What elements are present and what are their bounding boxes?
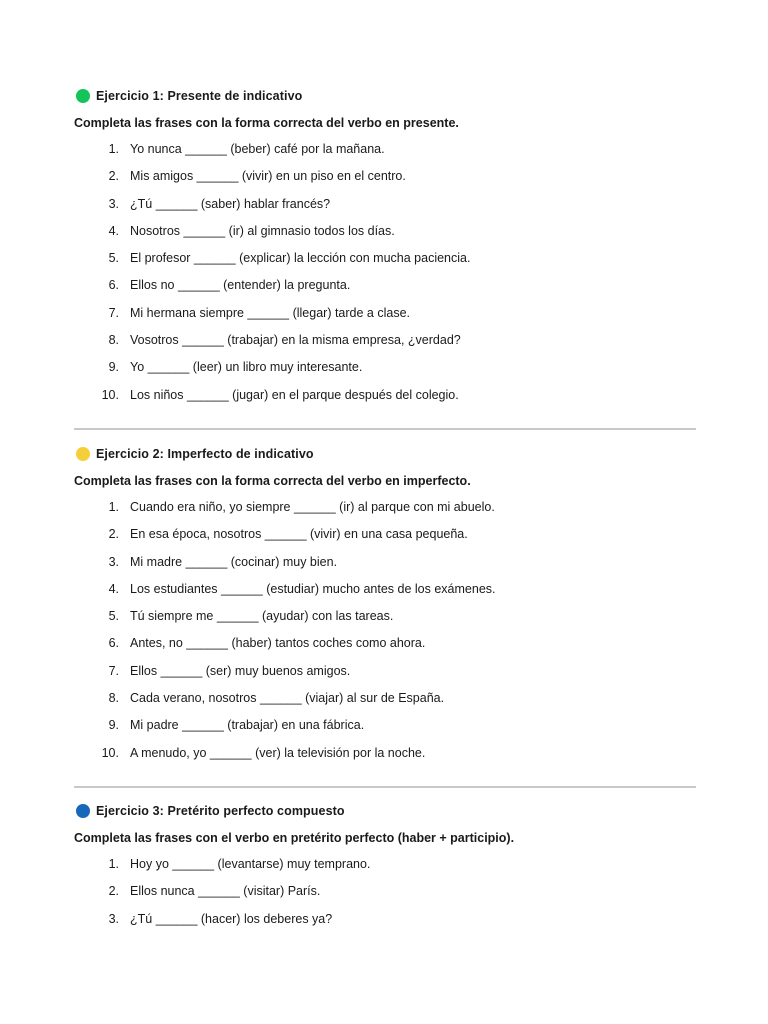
list-item	[74, 554, 696, 581]
item-text: Cada verano, nosotros ______ (viajar) al sur de España.	[130, 691, 445, 706]
item-number: 1.	[108, 857, 119, 871]
item-text: Ellos no ______ (entender) la pregunta.	[130, 278, 351, 293]
exercise-1-list	[74, 141, 696, 414]
item-number: 2.	[108, 169, 119, 184]
exercise-3-header	[74, 802, 696, 820]
exercise-1-title: Ejercicio 1: Presente de indicativo	[96, 89, 303, 103]
item-number: 8.	[108, 333, 119, 348]
item-text: Antes, no ______ (haber) tantos coches como ahora.	[130, 636, 426, 651]
item-text: ¿Tú ______ (hacer) los deberes ya?	[130, 911, 333, 926]
item-text: Mi hermana siempre ______ (llegar) tarde a clase.	[130, 305, 410, 320]
item-text: Yo nunca ______ (beber) café por la mañana.	[130, 142, 385, 156]
item-number: 5.	[108, 251, 119, 266]
list-item	[74, 663, 696, 690]
list-item	[74, 690, 696, 717]
item-number: 7.	[108, 305, 119, 320]
exercise-3-list	[74, 856, 696, 938]
list-item	[74, 332, 696, 359]
list-item	[74, 359, 696, 386]
item-text: Vosotros ______ (trabajar) en la misma empresa, ¿verdad?	[130, 333, 461, 348]
item-text: Hoy yo ______ (levantarse) muy temprano.	[130, 857, 371, 871]
list-item	[74, 387, 696, 414]
exercise-3-title: Ejercicio 3: Pretérito perfecto compuesto	[96, 804, 345, 818]
list-item	[74, 250, 696, 277]
item-text: En esa época, nosotros ______ (vivir) en una casa pequeña.	[130, 527, 468, 542]
item-text: Mis amigos ______ (vivir) en un piso en el centro.	[130, 169, 406, 184]
item-text: Yo ______ (leer) un libro muy interesante.	[130, 360, 363, 375]
item-number: 7.	[108, 663, 119, 678]
item-text: A menudo, yo ______ (ver) la televisión por la noche.	[130, 745, 426, 760]
item-text: Ellos nunca ______ (visitar) París.	[130, 884, 321, 899]
list-item	[74, 911, 696, 938]
exercise-2-instruction: Completa las frases con la forma correcta del verbo en imperfecto.	[74, 474, 471, 488]
item-number: 9.	[108, 360, 119, 375]
item-number: 6.	[108, 636, 119, 651]
list-item	[74, 856, 696, 883]
list-item	[74, 635, 696, 662]
item-number: 3.	[108, 911, 119, 926]
list-item	[74, 499, 696, 526]
item-number: 1.	[108, 142, 119, 156]
item-number: 2.	[108, 527, 119, 542]
item-number: 6.	[108, 278, 119, 293]
item-text: Los estudiantes ______ (estudiar) mucho antes de los exámenes.	[130, 581, 496, 596]
item-text: Mi padre ______ (trabajar) en una fábrica.	[130, 718, 365, 733]
exercise-2	[74, 445, 696, 772]
item-number: 3.	[108, 554, 119, 569]
yellow-dot-icon	[76, 447, 90, 461]
list-item	[74, 305, 696, 332]
exercise-3-instruction: Completa las frases con el verbo en pretérito perfecto (haber + participio).	[74, 831, 515, 845]
list-item	[74, 883, 696, 910]
blue-dot-icon	[76, 804, 90, 818]
list-item	[74, 526, 696, 553]
exercise-2-title: Ejercicio 2: Imperfecto de indicativo	[96, 447, 314, 461]
exercise-1-instruction: Completa las frases con la forma correcta del verbo en presente.	[74, 116, 459, 130]
item-text: El profesor ______ (explicar) la lección con mucha paciencia.	[130, 251, 471, 266]
exercise-3	[74, 802, 696, 938]
item-text: Mi madre ______ (cocinar) muy bien.	[130, 554, 338, 569]
section-divider	[74, 786, 696, 788]
item-number: 9.	[108, 718, 119, 733]
list-item	[74, 717, 696, 744]
item-number: 10.	[101, 387, 119, 402]
list-item	[74, 223, 696, 250]
exercise-1-header	[74, 87, 696, 105]
item-number: 10.	[101, 745, 119, 760]
exercise-2-header	[74, 445, 696, 463]
exercise-2-list	[74, 499, 696, 772]
section-divider	[74, 428, 696, 430]
item-number: 4.	[108, 581, 119, 596]
item-text: Cuando era niño, yo siempre ______ (ir) al parque con mi abuelo.	[130, 500, 495, 514]
item-number: 5.	[108, 609, 119, 624]
list-item	[74, 168, 696, 195]
item-number: 4.	[108, 223, 119, 238]
item-number: 1.	[108, 500, 119, 514]
list-item	[74, 745, 696, 772]
list-item	[74, 277, 696, 304]
exercise-1	[74, 87, 696, 414]
list-item	[74, 608, 696, 635]
item-number: 8.	[108, 691, 119, 706]
item-text: Ellos ______ (ser) muy buenos amigos.	[130, 663, 351, 678]
item-text: Nosotros ______ (ir) al gimnasio todos los días.	[130, 223, 395, 238]
item-number: 2.	[108, 884, 119, 899]
green-dot-icon	[76, 89, 90, 103]
item-text: Tú siempre me ______ (ayudar) con las tareas.	[130, 609, 394, 624]
list-item	[74, 581, 696, 608]
item-text: Los niños ______ (jugar) en el parque después del colegio.	[130, 387, 459, 402]
list-item	[74, 196, 696, 223]
item-number: 3.	[108, 196, 119, 211]
item-text: ¿Tú ______ (saber) hablar francés?	[130, 196, 331, 211]
list-item	[74, 141, 696, 168]
